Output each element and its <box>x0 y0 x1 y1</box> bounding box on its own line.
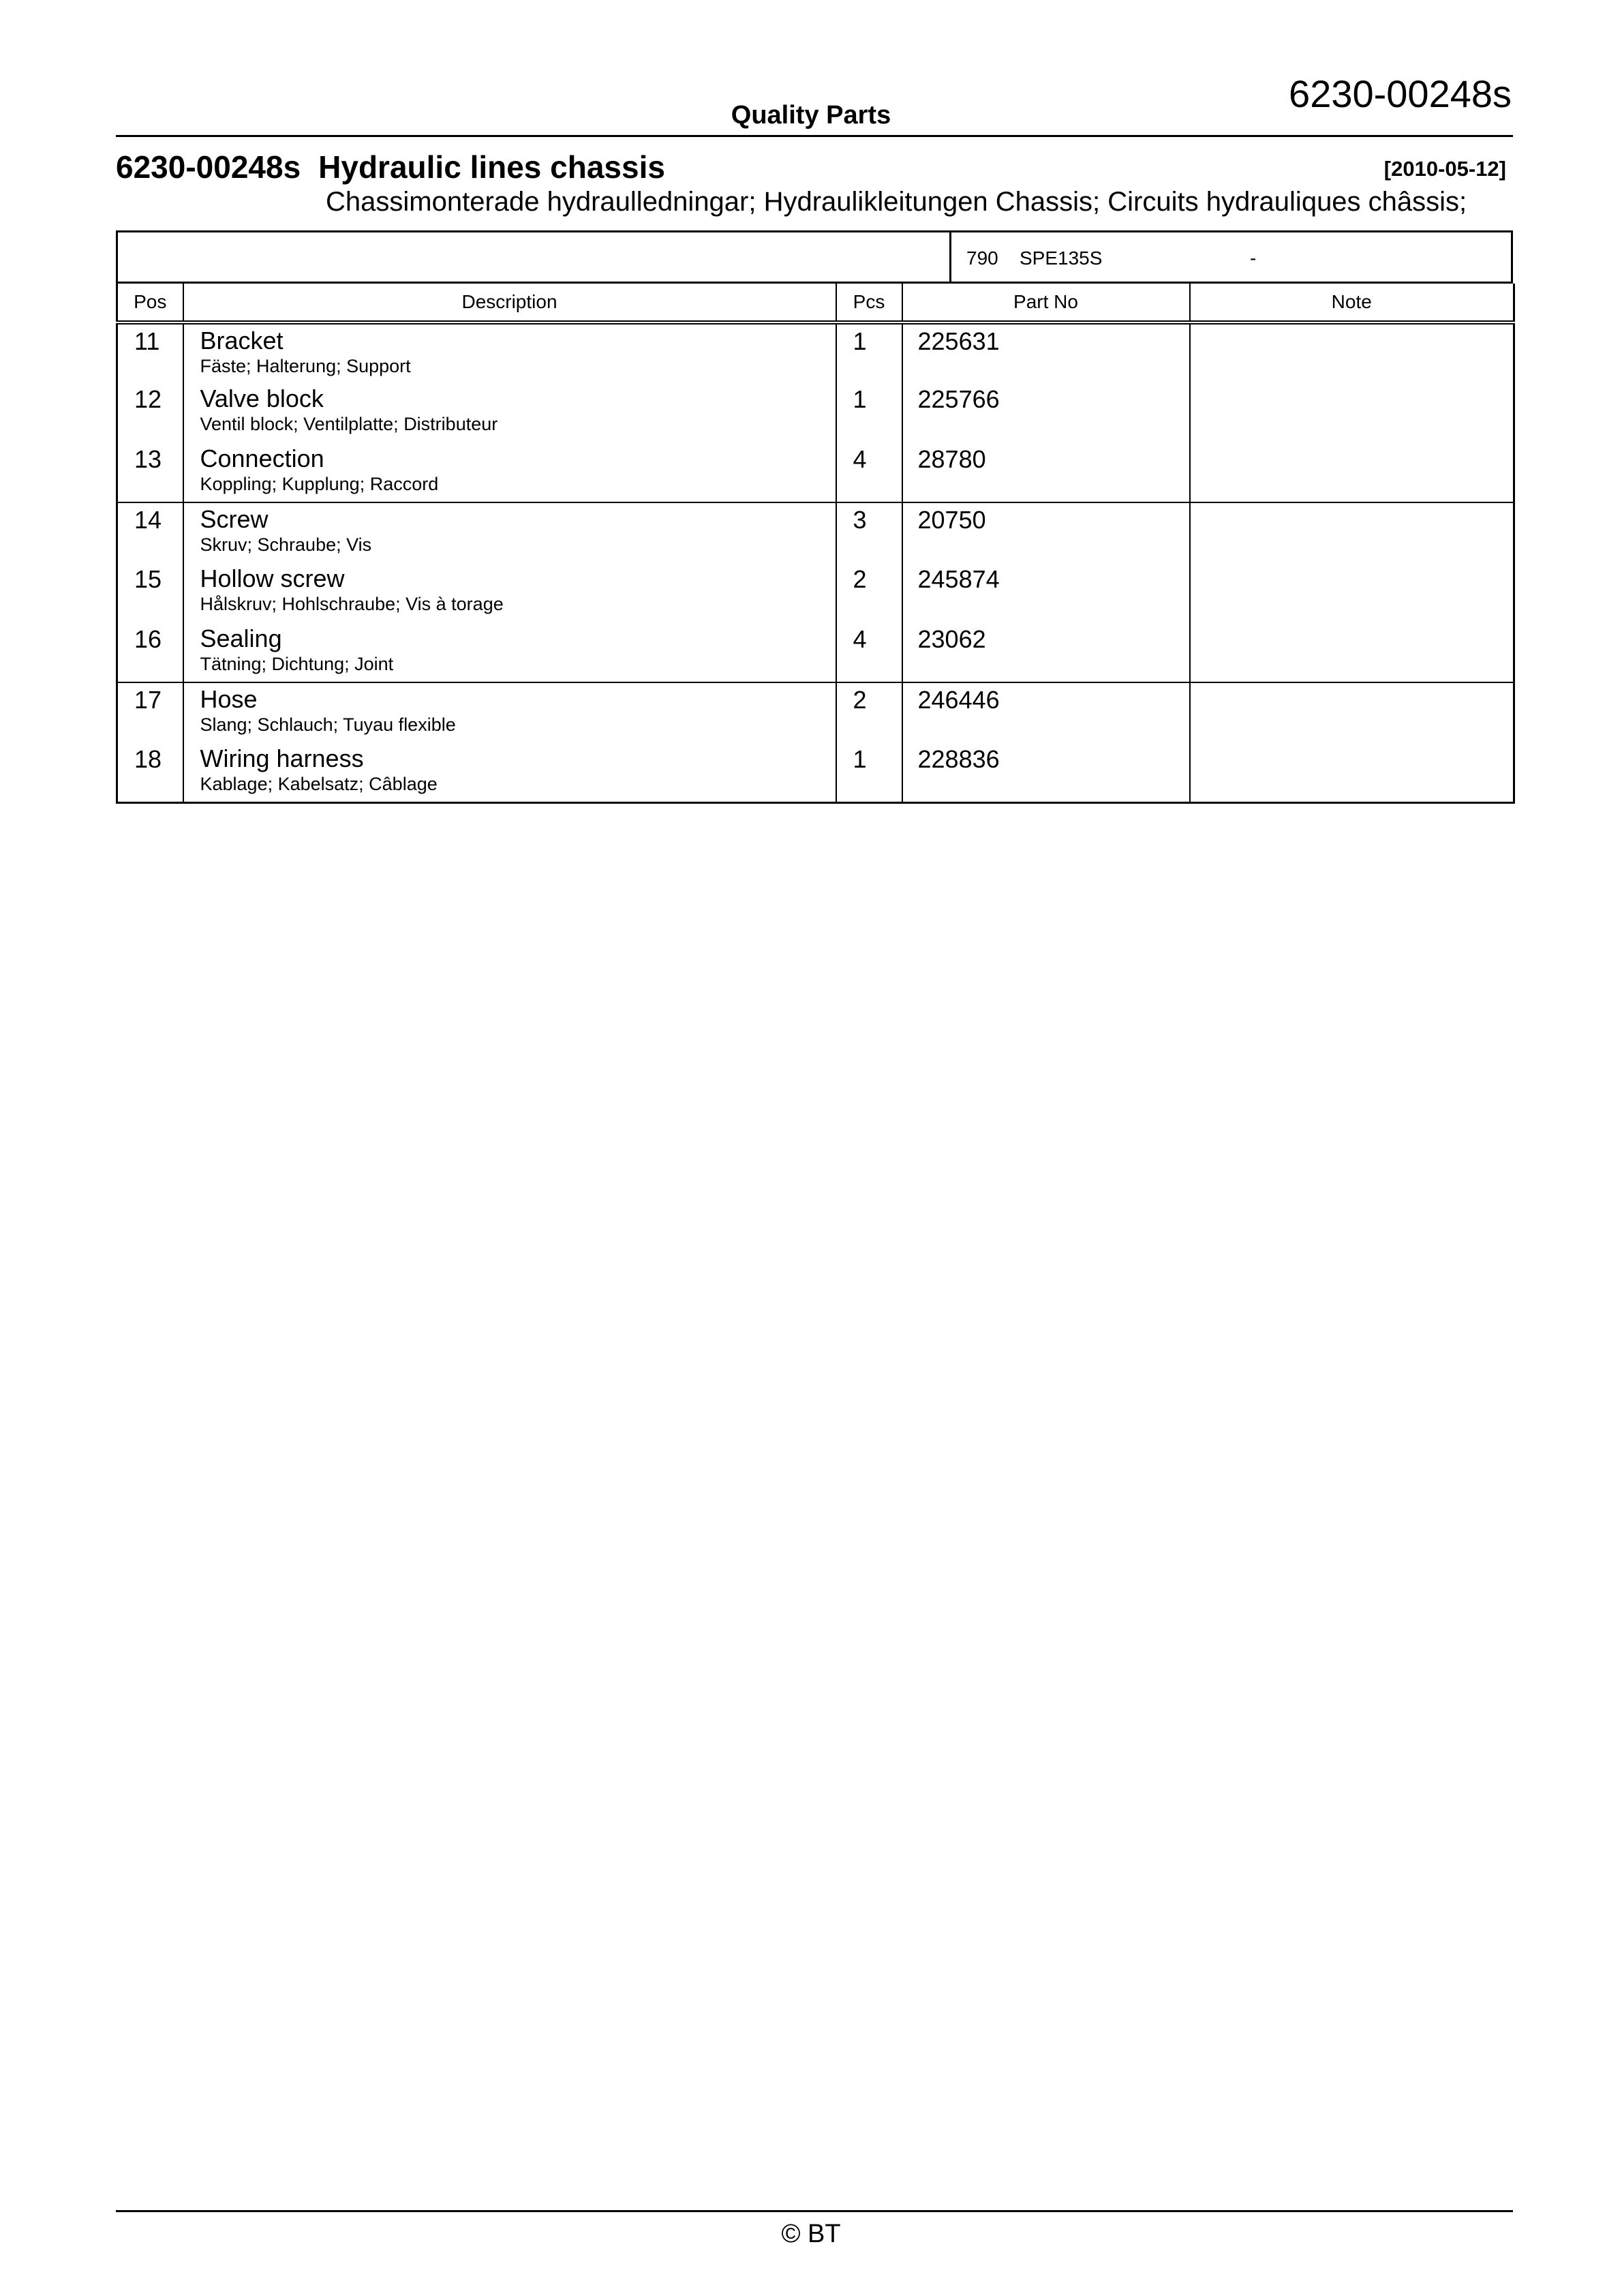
table-row <box>117 322 1514 382</box>
section-date: [2010-05-12] <box>1383 157 1506 181</box>
row-note <box>1190 562 1514 622</box>
section-code: 6230-00248s <box>116 149 301 185</box>
row-part-no: 23062 <box>917 625 986 653</box>
row-description: Hose <box>200 685 258 713</box>
row-pos: 14 <box>134 506 162 534</box>
row-description-translations: Koppling; Kupplung; Raccord <box>200 474 439 494</box>
table-header-row <box>117 284 1514 322</box>
row-pos: 12 <box>134 385 162 413</box>
footer-copyright: © BT <box>781 2220 841 2248</box>
row-pcs: 1 <box>853 745 867 773</box>
row-part-no: 228836 <box>917 745 1000 773</box>
row-part-no: 225631 <box>917 327 1000 355</box>
row-description-translations: Hålskruv; Hohlschraube; Vis à torage <box>200 594 504 614</box>
row-description-translations: Skruv; Schraube; Vis <box>200 534 372 555</box>
row-description-translations: Kablage; Kabelsatz; Câblage <box>200 774 438 794</box>
row-description: Sealing <box>200 624 282 652</box>
parts-table <box>116 284 1515 804</box>
row-part-no: 20750 <box>917 506 986 534</box>
header-title: Quality Parts <box>731 101 891 130</box>
row-description: Screw <box>200 505 269 533</box>
row-note <box>1190 382 1514 442</box>
row-note <box>1190 622 1514 682</box>
column-header-note: Note <box>1190 284 1514 322</box>
row-description: Hollow screw <box>200 564 345 592</box>
row-note <box>1190 442 1514 502</box>
row-part-no: 245874 <box>917 565 1000 593</box>
header-divider <box>116 135 1513 137</box>
row-description-translations: Tätning; Dichtung; Joint <box>200 654 394 674</box>
section-name: Hydraulic lines chassis <box>318 149 665 185</box>
model-name: SPE135S <box>1020 247 1103 269</box>
row-part-no: 246446 <box>917 686 1000 714</box>
row-pos: 17 <box>134 686 162 714</box>
table-row <box>117 622 1514 682</box>
row-pos: 11 <box>134 327 160 355</box>
section-subtitle: Chassimonterade hydraulledningar; Hydraulikleitungen Chassis; Circuits hydrauliques châssis; <box>326 187 1467 217</box>
document-number: 6230-00248s <box>1289 72 1512 115</box>
model-cell <box>949 232 1511 282</box>
column-header-pos: Pos <box>117 284 183 322</box>
row-pcs: 4 <box>853 445 867 473</box>
row-pcs: 1 <box>853 327 867 355</box>
table-row <box>117 382 1514 442</box>
row-pos: 13 <box>134 445 162 473</box>
row-note <box>1190 742 1514 802</box>
footer-divider <box>116 2210 1513 2212</box>
row-description: Bracket <box>200 327 284 354</box>
row-pcs: 2 <box>853 686 867 714</box>
model-box <box>116 230 1513 284</box>
row-part-no: 28780 <box>917 445 986 473</box>
row-pcs: 2 <box>853 565 867 593</box>
row-description: Wiring harness <box>200 744 364 772</box>
column-header-part-no: Part No <box>902 284 1190 322</box>
table-row <box>117 442 1514 502</box>
row-pcs: 1 <box>853 385 867 413</box>
row-note <box>1190 502 1514 562</box>
table-row <box>117 502 1514 562</box>
row-description-translations: Ventil block; Ventilplatte; Distributeur <box>200 414 498 434</box>
row-pcs: 3 <box>853 506 867 534</box>
row-description-translations: Slang; Schlauch; Tuyau flexible <box>200 714 456 735</box>
column-header-pcs: Pcs <box>836 284 902 322</box>
row-note <box>1190 322 1514 382</box>
column-header-description: Description <box>183 284 836 322</box>
row-description: Connection <box>200 444 324 472</box>
row-pos: 15 <box>134 565 162 593</box>
row-pcs: 4 <box>853 625 867 653</box>
row-description: Valve block <box>200 384 324 412</box>
model-range: - <box>1250 247 1257 269</box>
section-title <box>116 149 665 185</box>
row-pos: 16 <box>134 625 162 653</box>
row-note <box>1190 682 1514 742</box>
table-row <box>117 562 1514 622</box>
row-part-no: 225766 <box>917 385 1000 413</box>
table-row <box>117 742 1514 802</box>
table-row <box>117 682 1514 742</box>
row-description-translations: Fäste; Halterung; Support <box>200 356 411 376</box>
model-code: 790 <box>966 247 998 269</box>
row-pos: 18 <box>134 745 162 773</box>
